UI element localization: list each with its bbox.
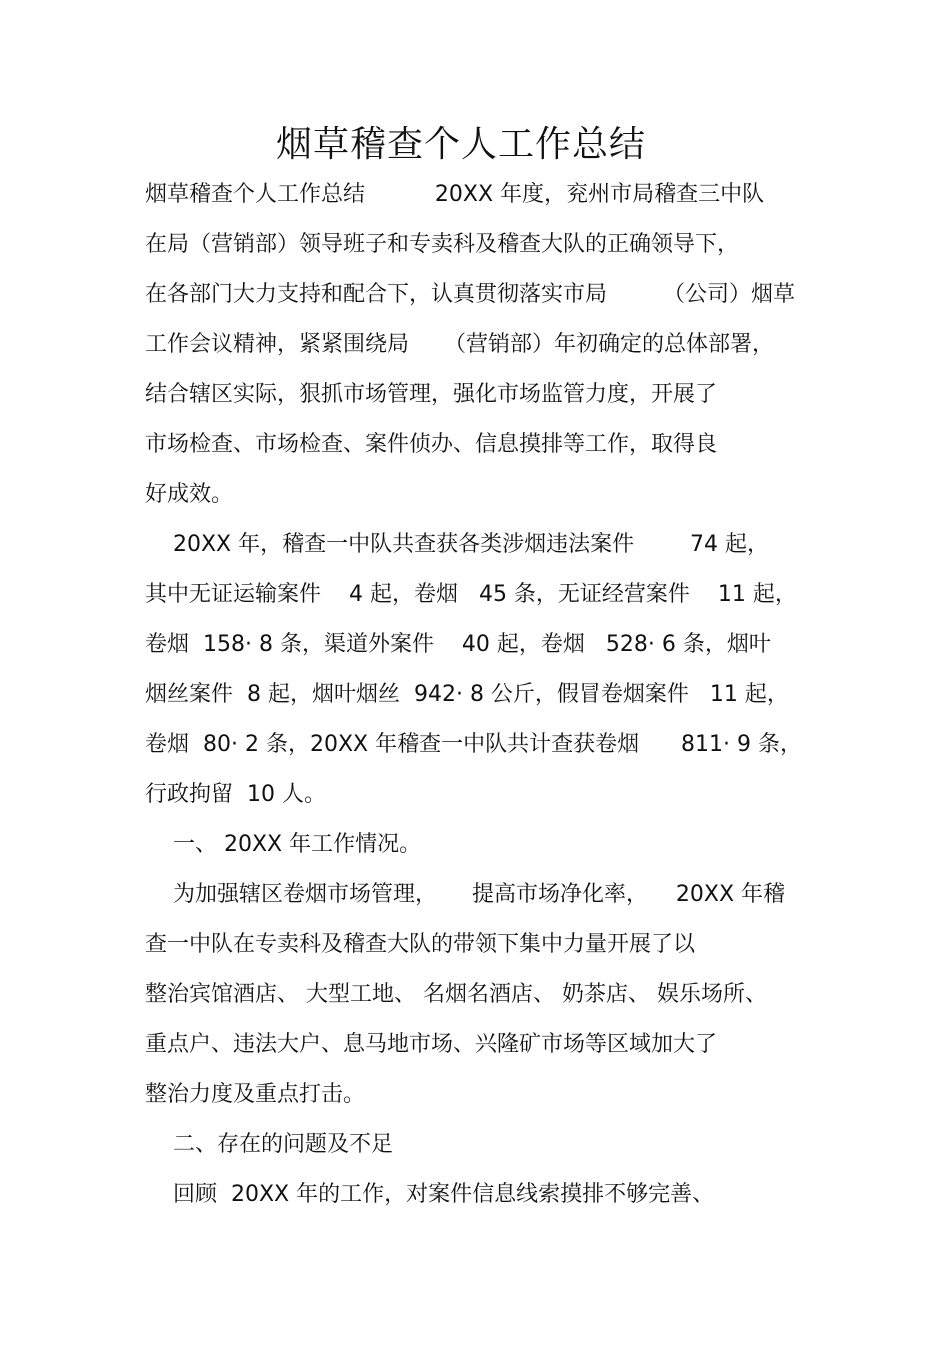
text-line: 烟草稽查个人工作总结 20XX 年度，兖州市局稽查三中队: [145, 182, 765, 207]
text-line: 查一中队在专卖科及稽查大队的带领下集中力量开展了以: [145, 932, 696, 957]
text-line: 在局（营销部）领导班子和专卖科及稽查大队的正确领导下，: [145, 232, 740, 257]
text-line: 烟丝案件 8 起，烟叶烟丝 942· 8 公斤，假冒卷烟案件 11 起，: [145, 682, 789, 707]
text-line: 市场检查、市场检查、案件侦办、信息摸排等工作，取得良: [145, 432, 718, 457]
text-line: 在各部门大力支持和配合下，认真贯彻落实市局 （公司）烟草: [145, 282, 795, 307]
text-line: 卷烟 80· 2 条，20XX 年稽查一中队共计查获卷烟 811· 9 条，: [145, 732, 803, 757]
text-line: 为加强辖区卷烟市场管理， 提高市场净化率， 20XX 年稽: [145, 882, 786, 907]
text-line: 好成效。: [145, 482, 234, 507]
text-line: 回顾 20XX 年的工作，对案件信息线索摸排不够完善、: [145, 1182, 715, 1207]
text-line: 卷烟 158· 8 条，渠道外案件 40 起，卷烟 528· 6 条，烟叶: [145, 632, 771, 657]
text-line: 一、 20XX 年工作情况。: [145, 832, 422, 857]
text-line: 结合辖区实际，狠抓市场管理，强化市场监管力度，开展了: [145, 382, 718, 407]
text-line: 工作会议精神，紧紧围绕局 （营销部）年初确定的总体部署，: [145, 332, 774, 357]
document-body: [145, 170, 815, 1220]
text-line: 二、存在的问题及不足: [145, 1132, 393, 1157]
text-line: 20XX 年，稽查一中队共查获各类涉烟违法案件 74 起，: [145, 532, 770, 557]
text-line: 其中无证运输案件 4 起，卷烟 45 条，无证经营案件 11 起，: [145, 582, 797, 607]
text-line: 行政拘留 10 人。: [145, 782, 326, 807]
document-title: 烟草稽查个人工作总结: [275, 124, 646, 165]
text-line: 整治宾馆酒店、 大型工地、 名烟名酒店、 奶茶店、 娱乐场所、: [145, 982, 767, 1007]
text-line: 重点户、违法大户、息马地市场、兴隆矿市场等区域加大了: [145, 1032, 718, 1057]
text-line: 整治力度及重点打击。: [145, 1082, 366, 1107]
